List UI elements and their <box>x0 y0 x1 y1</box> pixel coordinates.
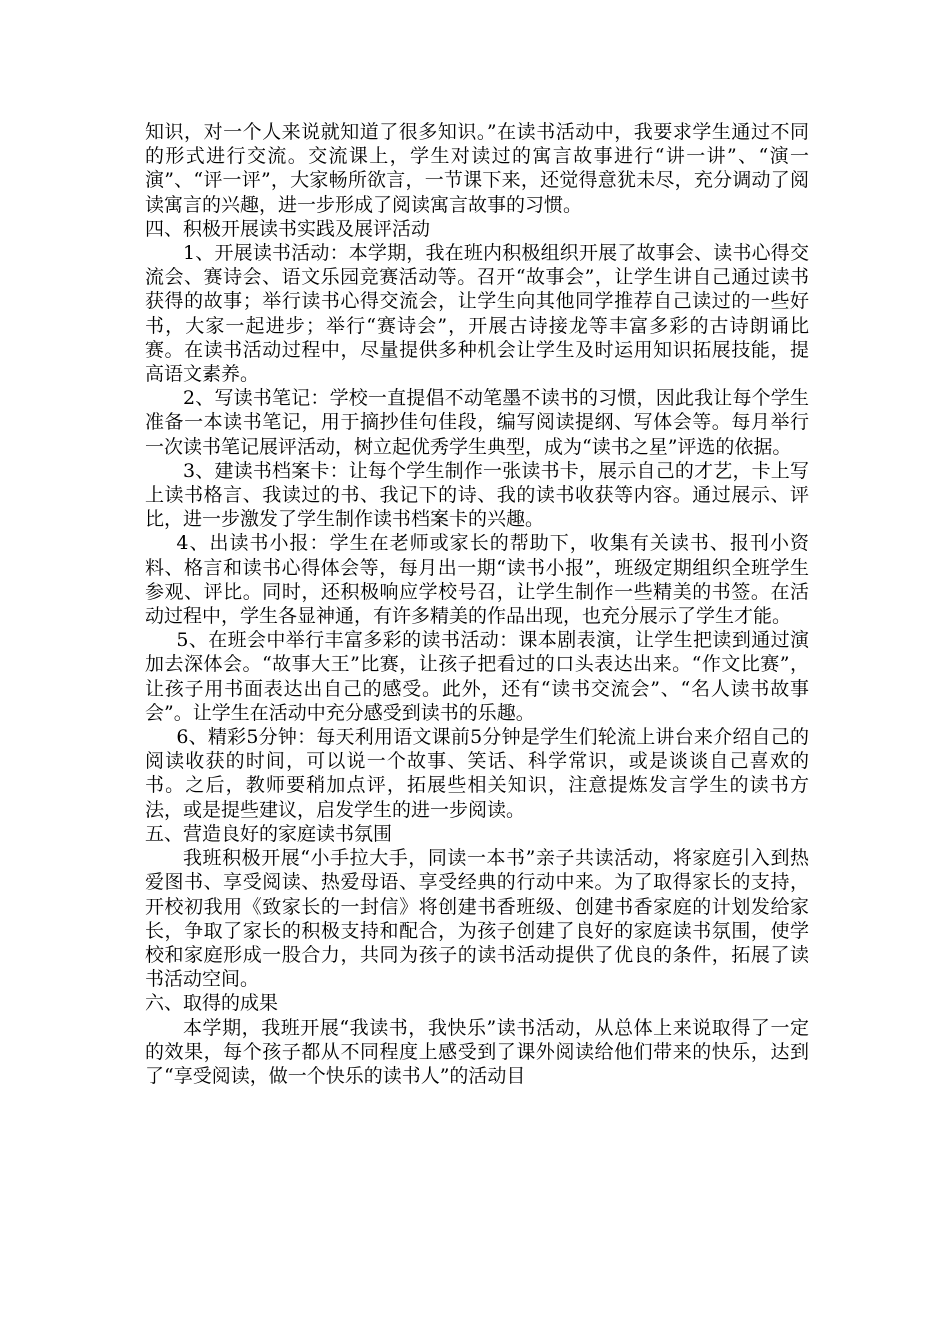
paragraph-reading-notes: 2、写读书笔记：学校一直提倡不动笔墨不读书的习惯，因此我让每个学生准备一本读书笔记，用于摘抄佳句佳段，编写阅读提纲、写体会等。每月举行一次读书笔记展评活动，树立起优秀学生典型，成为“读书之星”评选的依据。 <box>145 387 809 458</box>
paragraph-family-reading: 我班积极开展“小手拉大手，同读一本书”亲子共读活动，将家庭引入到热爱图书、享受阅读、热爱母语、享受经典的行动中来。为了取得家长的支持，开校初我用《致家长的一封信》将创建书香班级、创建书香家庭的计划发给家长，争取了家长的积极支持和配合，为孩子创建了良好的家庭读书氛围，使学校和家庭形成一股合力，共同为孩子的读书活动提供了优良的条件，拓展了读书活动空间。 <box>145 847 809 991</box>
section-heading-6: 六、取得的成果 <box>145 992 279 1015</box>
paragraph-class-meeting-activities: 5、在班会中举行丰富多彩的读书活动：课本剧表演，让学生把读到通过演加去深体会。“故事大王”比赛，让孩子把看过的口头表达出来。“作文比赛”，让孩子用书面表达出自己的感受。此外，还有“读书交流会”、“名人读书故事会”。让学生在活动中充分感受到读书的乐趣。 <box>145 629 809 724</box>
paragraph-reading-cards: 3、建读书档案卡：让每个学生制作一张读书卡，展示自己的才艺，卡上写上读书格言、我读过的书、我记下的诗、我的读书收获等内容。通过展示、评比，进一步激发了学生制作读书档案卡的兴趣。 <box>145 459 809 531</box>
document-page <box>145 120 809 1088</box>
paragraph-reading-activities: 1、开展读书活动：本学期，我在班内积极组织开展了故事会、读书心得交流会、赛诗会、语文乐园竞赛活动等。召开“故事会”，让学生讲自己通过读书获得的故事；举行读书心得交流会，让学生向其他同学推荐自己读过的一些好书，大家一起进步；举行“赛诗会”，开展古诗接龙等丰富多彩的古诗朗诵比赛。在读书活动过程中，尽量提供多种机会让学生及时运用知识拓展技能，提高语文素养。 <box>145 242 809 386</box>
paragraph-reading-newspaper: 4、出读书小报：学生在老师或家长的帮助下，收集有关读书、报刊小资料、格言和读书心得体会等，每月出一期“读书小报”，班级定期组织全班学生参观、评比。同时，还积极响应学校号召，让学生制作一些精美的书签。在活动过程中，学生各显神通，有许多精美的作品出现，也充分展示了学生才能。 <box>145 532 809 628</box>
paragraph-intro-continuation: 知识，对一个人来说就知道了很多知识。”在读书活动中，我要求学生通过不同的形式进行交流。交流课上，学生对读过的寓言故事进行“讲一讲”、“演一演”、“评一评”，大家畅所欲言，一节课下来，还觉得意犹未尽，充分调动了阅读寓言的兴趣，进一步形成了阅读寓言故事的习惯。 <box>145 121 809 216</box>
paragraph-five-minutes: 6、精彩5分钟：每天利用语文课前5分钟是学生们轮流上讲台来介绍自己的阅读收获的时间，可以说一个故事、笑话、科学常识，或是谈谈自己喜欢的书。之后，教师要稍加点评，拓展些相关知识，注意提炼发言学生的读书方法，或是提些建议，启发学生的进一步阅读。 <box>145 726 809 821</box>
section-heading-5: 五、营造良好的家庭读书氛围 <box>145 822 393 845</box>
paragraph-results: 本学期，我班开展“我读书，我快乐”读书活动，从总体上来说取得了一定的效果，每个孩子都从不同程度上感受到了课外阅读给他们带来的快乐，达到了“享受阅读，做一个快乐的读书人”的活动目 <box>145 1016 809 1087</box>
section-heading-4: 四、积极开展读书实践及展评活动 <box>145 217 431 240</box>
